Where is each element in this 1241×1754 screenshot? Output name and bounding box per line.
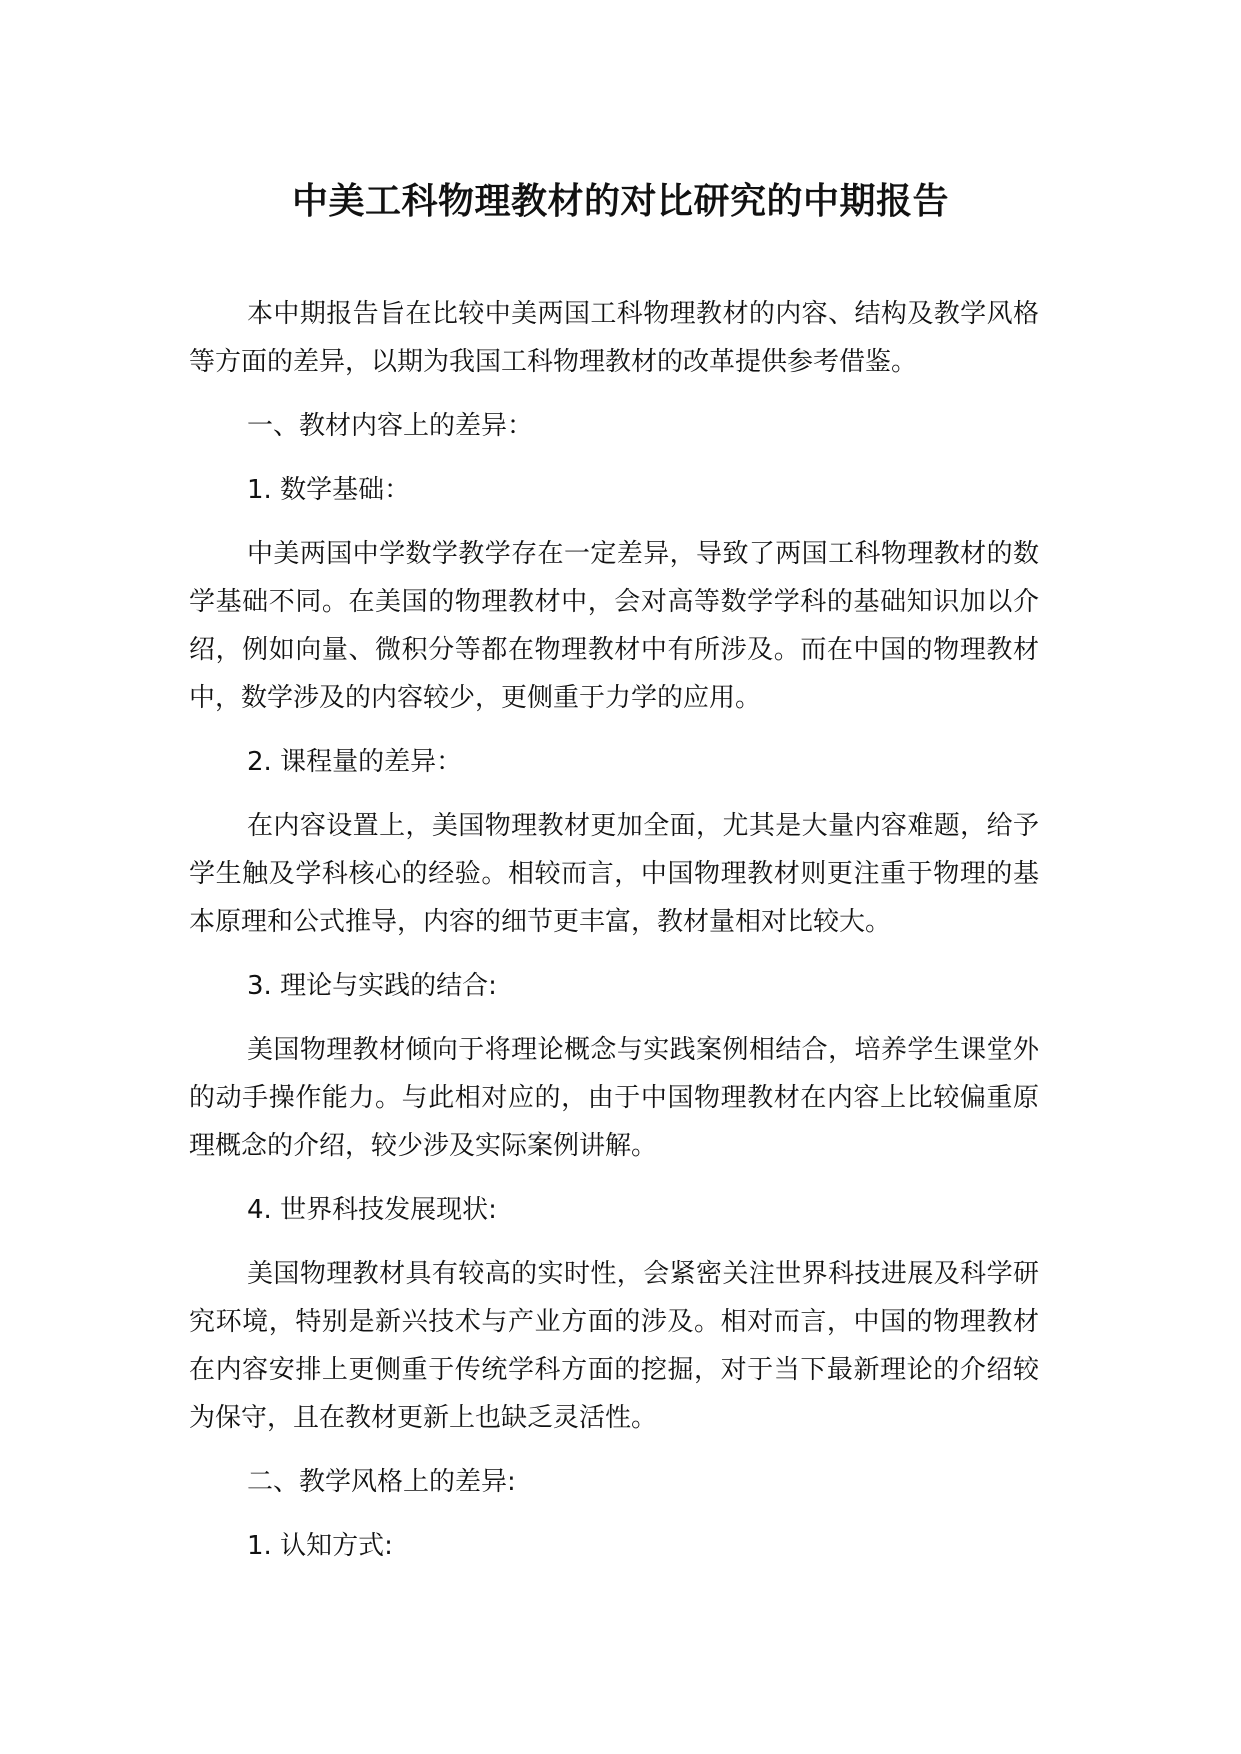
paragraph-course-load: 在内容设置上，美国物理教材更加全面，尤其是大量内容难题，给予学生触及学科核心的经验。相较而言，中国物理教材则更注重于物理的基本原理和公式推导，内容的细节更丰富，教材量相对比较大。 [189, 811, 1039, 937]
document-title: 中美工科物理教材的对比研究的中期报告 [291, 181, 949, 222]
document-body [189, 290, 1039, 1570]
subheading-cognitive-approach: 1. 认知方式: [247, 1531, 393, 1561]
paragraph-theory-practice: 美国物理教材倾向于将理论概念与实践案例相结合，培养学生课堂外的动手操作能力。与此相对应的，由于中国物理教材在内容上比较偏重原理概念的介绍，较少涉及实际案例讲解。 [189, 1035, 1039, 1161]
section-heading-content-differences: 一、教材内容上的差异： [247, 411, 534, 441]
paragraph-math-foundation: 中美两国中学数学教学存在一定差异，导致了两国工科物理教材的数学基础不同。在美国的物理教材中，会对高等数学学科的基础知识加以介绍，例如向量、微积分等都在物理教材中有所涉及。而在中国的物理教材中，数学涉及的内容较少，更侧重于力学的应用。 [189, 539, 1039, 713]
section-heading-teaching-style: 二、教学风格上的差异: [247, 1467, 516, 1497]
subheading-course-load: 2. 课程量的差异： [247, 747, 463, 777]
subheading-math-foundation: 1. 数学基础： [247, 475, 411, 505]
subheading-theory-practice: 3. 理论与实践的结合: [247, 971, 497, 1001]
subheading-world-tech: 4. 世界科技发展现状: [247, 1195, 497, 1225]
intro-paragraph: 本中期报告旨在比较中美两国工科物理教材的内容、结构及教学风格等方面的差异，以期为我国工科物理教材的改革提供参考借鉴。 [189, 299, 1039, 377]
paragraph-world-tech: 美国物理教材具有较高的实时性，会紧密关注世界科技进展及科学研究环境，特别是新兴技术与产业方面的涉及。相对而言，中国的物理教材在内容安排上更侧重于传统学科方面的挖掘，对于当下最新理论的介绍较为保守，且在教材更新上也缺乏灵活性。 [189, 1259, 1039, 1433]
